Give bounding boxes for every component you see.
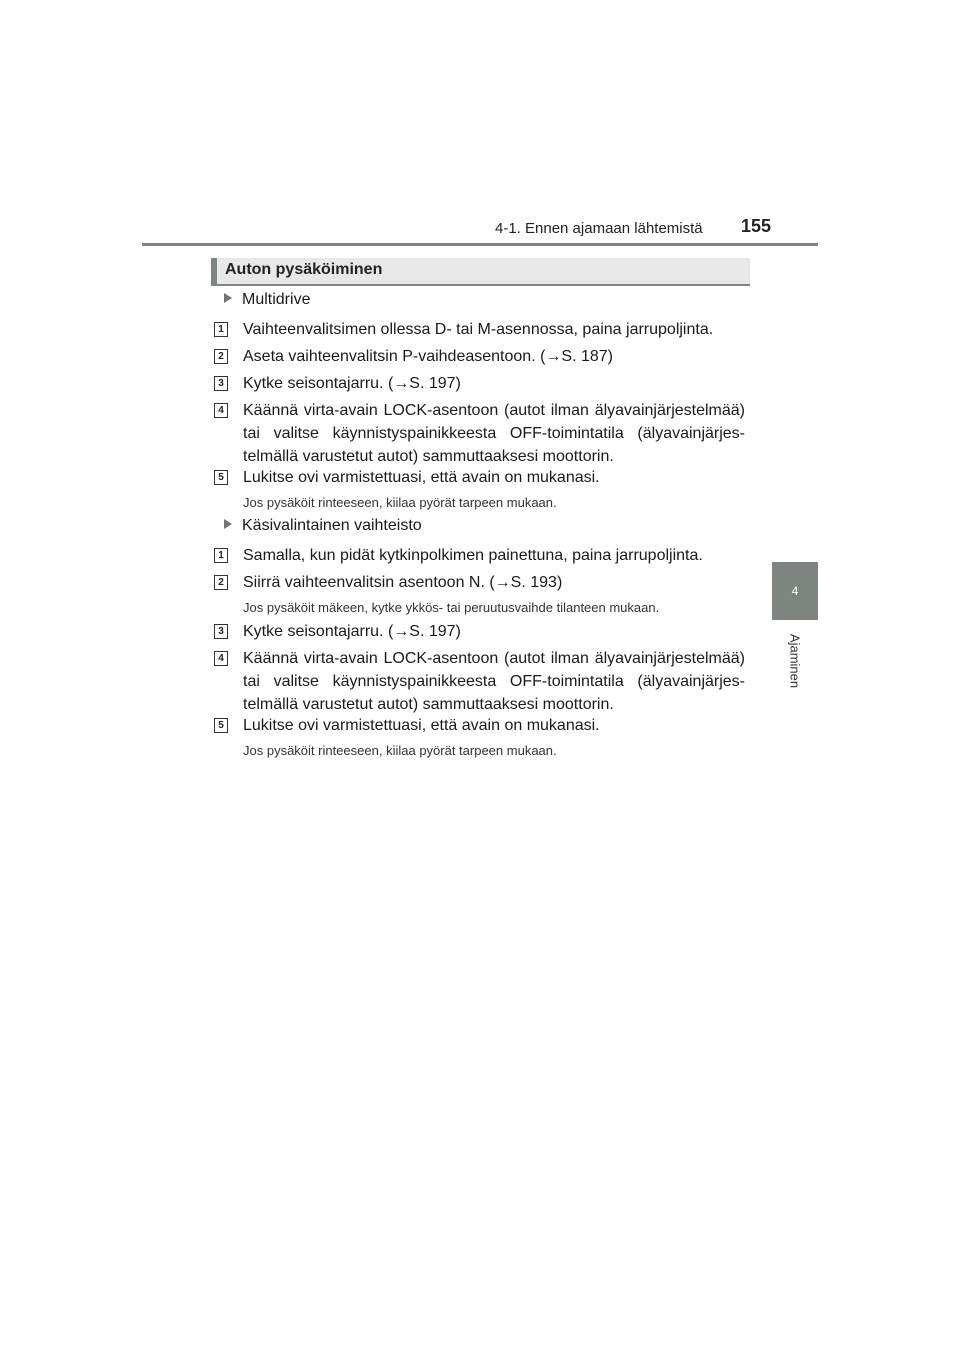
step-number-badge: 1 — [214, 322, 228, 337]
subsection-heading — [224, 517, 422, 535]
step-number-badge: 2 — [214, 349, 228, 364]
section-title: Auton pysäköiminen — [225, 261, 383, 278]
step-number-badge: 5 — [214, 718, 228, 733]
step-text: Lukitse ovi varmistettuasi, että avain on mukanasi. — [243, 717, 600, 734]
chapter-label: Ajaminen — [787, 633, 803, 689]
step-number-badge: 2 — [214, 575, 228, 590]
triangle-bullet-icon — [224, 293, 232, 303]
header-divider — [142, 243, 818, 246]
step-note: Jos pysäköit rinteeseen, kiilaa pyörät tarpeen mukaan. — [243, 495, 557, 510]
chapter-number: 4 — [791, 584, 799, 598]
step-note: Jos pysäköit rinteeseen, kiilaa pyörät tarpeen mukaan. — [243, 743, 557, 758]
section-heading — [211, 258, 750, 286]
subsection-title: Käsivalintainen vaihteisto — [242, 517, 422, 534]
subsection-heading — [224, 291, 310, 309]
chapter-tab[interactable] — [772, 562, 818, 620]
step-number-badge: 3 — [214, 624, 228, 639]
step-number-badge: 5 — [214, 470, 228, 485]
step-text: Aseta vaihteenvalitsin P-vaihdeasentoon. (→S. 187) — [243, 348, 613, 365]
step-number-badge: 4 — [214, 403, 228, 418]
step-text: Kytke seisontajarru. (→S. 197) — [243, 623, 461, 640]
step-text: Käännä virta-avain LOCK-asentoon (autot ilman älyavainjärjestelmää) tai valitse käynnistyspainikkeesta OFF-toimintatila (älyavainjärjes-telmällä varustetut autot) sammuttaaksesi moottorin. — [243, 650, 745, 713]
step-text: Kytke seisontajarru. (→S. 197) — [243, 375, 461, 392]
step-text: Lukitse ovi varmistettuasi, että avain on mukanasi. — [243, 469, 600, 486]
step-text: Siirrä vaihteenvalitsin asentoon N. (→S. 193) — [243, 574, 563, 591]
step-number-badge: 4 — [214, 651, 228, 666]
triangle-bullet-icon — [224, 519, 232, 529]
page-number: 155 — [741, 216, 772, 236]
step-number-badge: 3 — [214, 376, 228, 391]
step-text: Vaihteenvalitsimen ollessa D- tai M-asennossa, paina jarrupoljinta. — [243, 321, 714, 338]
subsection-title: Multidrive — [242, 291, 311, 308]
step-note: Jos pysäköit mäkeen, kytke ykkös- tai peruutusvaihde tilanteen mukaan. — [243, 600, 660, 615]
section-accent-bar — [211, 258, 217, 284]
step-text: Samalla, kun pidät kytkinpolkimen painettuna, paina jarrupoljinta. — [243, 547, 703, 564]
step-number-badge: 1 — [214, 548, 228, 563]
header-section-title: 4-1. Ennen ajamaan lähtemistä — [495, 220, 703, 237]
step-text: Käännä virta-avain LOCK-asentoon (autot ilman älyavainjärjestelmää) tai valitse käynnistyspainikkeesta OFF-toimintatila (älyavainjärjes-telmällä varustetut autot) sammuttaaksesi moottorin. — [243, 402, 745, 465]
